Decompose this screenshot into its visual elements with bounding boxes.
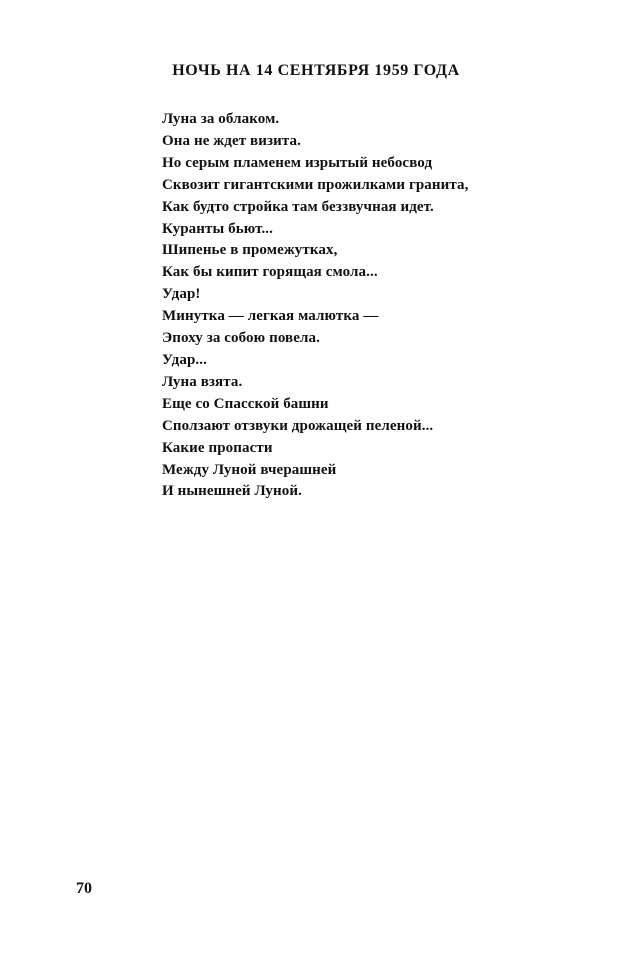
poem-line: Как будто стройка там беззвучная идет. xyxy=(162,198,434,215)
poem-line: Луна взята. xyxy=(162,373,243,390)
poem-line: Между Луной вчерашней xyxy=(162,461,337,478)
poem-line: Минутка — легкая малютка — xyxy=(162,308,379,325)
poem-body xyxy=(162,109,469,503)
poem-line: Какие пропасти xyxy=(162,439,273,456)
poem-line: Удар... xyxy=(162,351,207,368)
poem-line: Она не ждет визита. xyxy=(162,132,301,149)
poem-line: Эпоху за собою повела. xyxy=(162,330,320,347)
poem-line: Удар! xyxy=(162,286,201,303)
page-number: 70 xyxy=(76,880,92,897)
poem-line: Куранты бьют... xyxy=(162,220,274,237)
poem-line: Луна за облаком. xyxy=(162,111,280,127)
poem-line: Еще со Спасской башни xyxy=(162,395,329,412)
poem-line: Как бы кипит горящая смола... xyxy=(162,264,378,281)
poem-line: Но серым пламенем изрытый небосвод xyxy=(162,154,433,171)
poem-line: Шипенье в промежутках, xyxy=(162,242,338,259)
poem-line: И нынешней Луной. xyxy=(162,483,302,500)
poem-title: НОЧЬ НА 14 СЕНТЯБРЯ 1959 ГОДА xyxy=(172,62,460,79)
poem-line: Сползают отзвуки дрожащей пеленой... xyxy=(162,417,434,434)
poem-line: Сквозит гигантскими прожилками гранита, xyxy=(162,176,469,193)
